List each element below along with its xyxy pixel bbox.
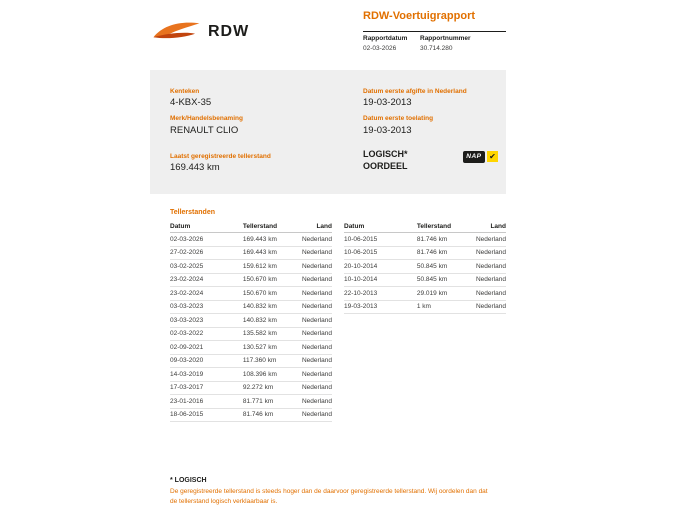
cell-land: Nederland (475, 276, 506, 284)
cell-datum: 22-10-2013 (344, 289, 378, 297)
cell-land: Nederland (475, 289, 506, 297)
cell-tellerstand: 81.746 km (416, 235, 448, 243)
table-row (170, 409, 332, 422)
cell-land: Nederland (301, 384, 332, 392)
vehicle-summary-panel (150, 70, 506, 195)
report-date-label: Rapportdatum (363, 35, 408, 42)
cell-tellerstand: 169.443 km (242, 235, 277, 243)
cell-datum: 03-03-2023 (170, 303, 204, 311)
cell-tellerstand: 135.582 km (242, 330, 277, 338)
column-header-datum: Datum (344, 222, 365, 230)
cell-datum: 10-10-2014 (344, 276, 378, 284)
column-header-tellerstand: Tellerstand (416, 222, 452, 230)
column-header-land: Land (316, 222, 332, 230)
tellerstanden-section (150, 209, 506, 422)
cell-datum: 02-03-2026 (170, 235, 204, 243)
cell-tellerstand: 1 km (416, 303, 431, 311)
oordeel-block (363, 148, 498, 173)
cell-land: Nederland (301, 262, 332, 270)
oordeel-text (363, 148, 408, 173)
laatste-tellerstand-label: Laatst geregistreerde tellerstand (170, 152, 271, 160)
rdw-logo (150, 10, 363, 52)
cell-tellerstand: 140.832 km (242, 316, 277, 324)
oordeel-line1: LOGISCH* (363, 148, 408, 159)
footnote-title: * LOGISCH (170, 477, 207, 485)
cell-land: Nederland (475, 303, 506, 311)
cell-land: Nederland (301, 411, 332, 419)
cell-tellerstand: 150.670 km (242, 289, 277, 297)
table-row (170, 301, 332, 314)
cell-tellerstand: 81.746 km (416, 249, 448, 257)
table-row (170, 395, 332, 408)
cell-land: Nederland (301, 249, 332, 257)
cell-datum: 10-06-2015 (344, 249, 378, 257)
cell-tellerstand: 29.019 km (416, 289, 448, 297)
logisch-footnote (150, 477, 495, 507)
footnote-text: De geregistreerde tellerstand is steeds hoger dan de daarvoor geregistreerde tellerstand. Wij oordelen dan dat de tellerstand logisch verklaarbaar is. (170, 488, 488, 506)
cell-datum: 03-02-2025 (170, 262, 204, 270)
laatste-tellerstand-field (170, 153, 363, 174)
report-meta (363, 31, 506, 52)
vehicle-summary-left (170, 88, 363, 181)
table-row (170, 341, 332, 354)
column-header-tellerstand: Tellerstand (242, 222, 278, 230)
cell-land: Nederland (301, 303, 332, 311)
vehicle-summary-right (363, 88, 506, 181)
cell-datum: 27-02-2026 (170, 249, 204, 257)
cell-land: Nederland (475, 262, 506, 270)
table-row (344, 274, 506, 287)
rdw-logo-text: RDW (208, 23, 250, 41)
table-row (344, 247, 506, 260)
cell-land: Nederland (301, 330, 332, 338)
cell-land: Nederland (301, 316, 332, 324)
cell-tellerstand: 140.832 km (242, 303, 277, 311)
table-row (170, 287, 332, 300)
eerste-toelating-label: Datum eerste toelating (363, 115, 434, 122)
merk-field (170, 115, 363, 136)
cell-datum: 20-10-2014 (344, 262, 378, 270)
cell-land: Nederland (301, 397, 332, 405)
nap-check-icon: ✔ (487, 151, 498, 162)
kenteken-value: 4-KBX-35 (170, 97, 212, 108)
kenteken-label: Kenteken (170, 87, 200, 95)
cell-land: Nederland (301, 276, 332, 284)
rdw-voertuigrapport (150, 10, 506, 507)
table-header-row (344, 220, 506, 233)
cell-land: Nederland (301, 357, 332, 365)
report-number (420, 35, 471, 52)
cell-tellerstand: 150.670 km (242, 276, 277, 284)
cell-land: Nederland (301, 235, 332, 243)
cell-datum: 02-03-2022 (170, 330, 204, 338)
eerste-toelating-value: 19-03-2013 (363, 124, 412, 136)
cell-datum: 03-03-2023 (170, 316, 204, 324)
cell-tellerstand: 130.527 km (242, 343, 277, 351)
page-title: RDW-Voertuigrapport (363, 10, 476, 22)
report-date-value: 02-03-2026 (363, 44, 397, 52)
cell-datum: 10-06-2015 (344, 235, 378, 243)
cell-datum: 17-03-2017 (170, 384, 204, 392)
kenteken-field (170, 88, 363, 109)
tellerstanden-title: Tellerstanden (170, 209, 215, 216)
cell-land: Nederland (301, 370, 332, 378)
eerste-afgifte-label: Datum eerste afgifte in Nederland (363, 87, 467, 95)
table-row (170, 328, 332, 341)
cell-tellerstand: 117.360 km (242, 357, 277, 365)
report-header (150, 10, 506, 52)
report-number-label: Rapportnummer (420, 35, 471, 42)
cell-datum: 23-02-2024 (170, 289, 204, 297)
cell-datum: 09-03-2020 (170, 357, 204, 365)
cell-land: Nederland (301, 343, 332, 351)
nap-logo (463, 151, 498, 163)
table-row (344, 301, 506, 314)
cell-tellerstand: 81.771 km (242, 397, 274, 405)
cell-tellerstand: 108.396 km (242, 370, 277, 378)
oordeel-line2: OORDEEL (363, 161, 408, 172)
cell-datum: 19-03-2013 (344, 303, 378, 311)
tellerstanden-table-left (170, 220, 332, 422)
table-row (170, 314, 332, 327)
table-row (344, 287, 506, 300)
report-date (363, 35, 420, 52)
cell-land: Nederland (301, 289, 332, 297)
cell-tellerstand: 92.272 km (242, 384, 274, 392)
cell-tellerstand: 50.845 km (416, 262, 448, 270)
table-row (170, 233, 332, 246)
rdw-logo-icon (150, 19, 202, 45)
table-row (170, 355, 332, 368)
cell-tellerstand: 169.443 km (242, 249, 277, 257)
column-header-land: Land (490, 222, 506, 230)
report-title-block (363, 10, 506, 52)
eerste-afgifte-value: 19-03-2013 (363, 97, 412, 108)
table-row (170, 382, 332, 395)
table-row (344, 260, 506, 273)
table-row (170, 368, 332, 381)
table-row (170, 274, 332, 287)
cell-datum: 02-09-2021 (170, 343, 204, 351)
cell-datum: 23-02-2024 (170, 276, 204, 284)
table-row (170, 247, 332, 260)
table-header-row (170, 220, 332, 233)
cell-land: Nederland (475, 249, 506, 257)
merk-value: RENAULT CLIO (170, 124, 239, 136)
table-row (344, 233, 506, 246)
cell-tellerstand: 159.612 km (242, 262, 277, 270)
merk-label: Merk/Handelsbenaming (170, 115, 243, 122)
report-number-value: 30.714.280 (420, 44, 453, 52)
cell-tellerstand: 50.845 km (416, 276, 448, 284)
cell-datum: 14-03-2019 (170, 370, 204, 378)
eerste-toelating-field (363, 115, 498, 136)
tellerstanden-tables (170, 220, 506, 422)
laatste-tellerstand-value: 169.443 km (170, 162, 220, 173)
cell-land: Nederland (475, 235, 506, 243)
nap-logo-text: NAP (463, 151, 485, 163)
tellerstanden-table-right (344, 220, 506, 422)
cell-datum: 23-01-2016 (170, 397, 204, 405)
cell-tellerstand: 81.746 km (242, 411, 274, 419)
table-row (170, 260, 332, 273)
eerste-afgifte-field (363, 88, 498, 109)
cell-datum: 18-06-2015 (170, 411, 204, 419)
column-header-datum: Datum (170, 222, 191, 230)
